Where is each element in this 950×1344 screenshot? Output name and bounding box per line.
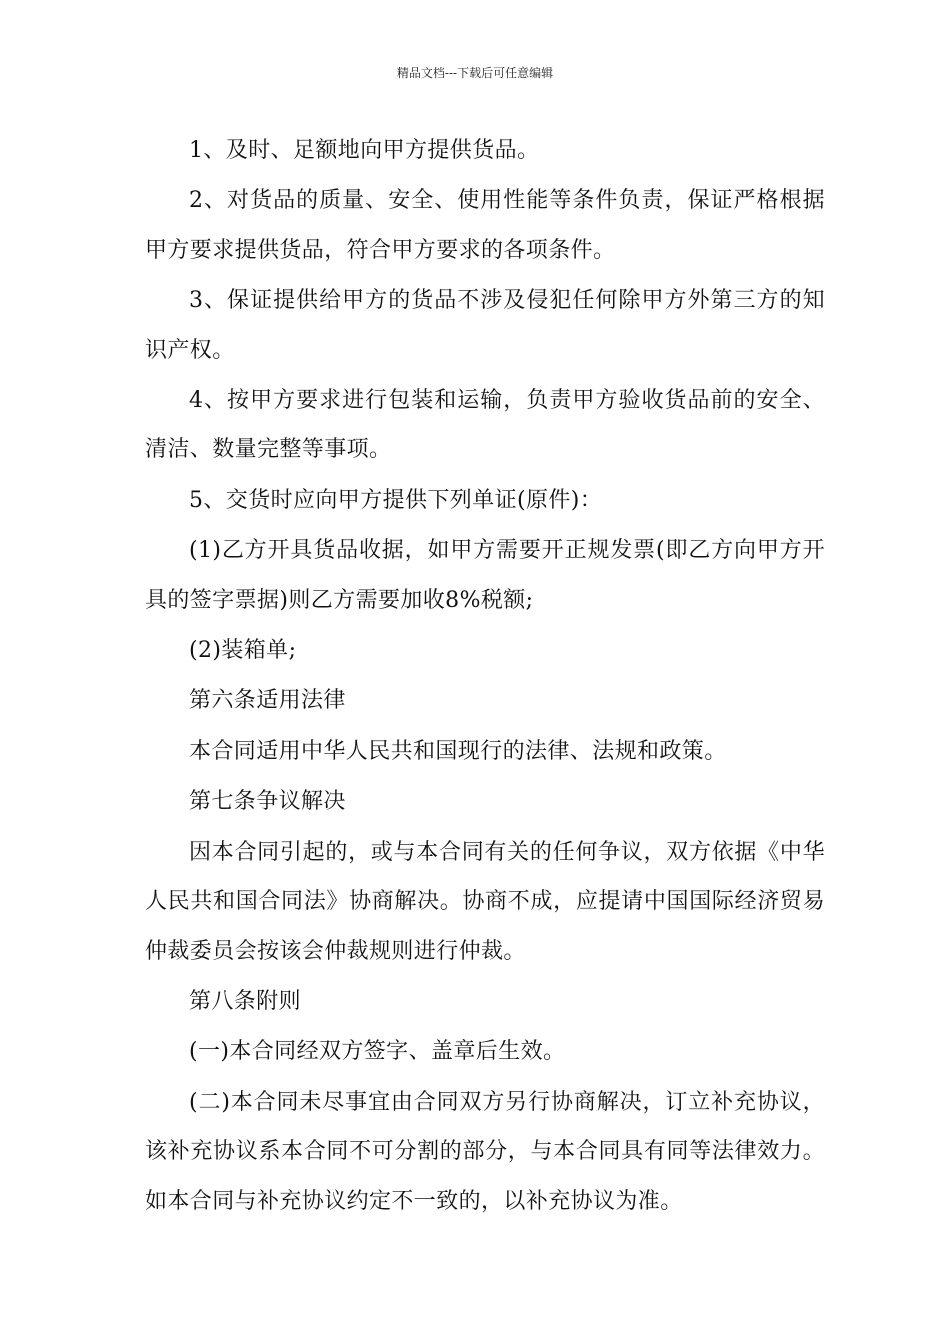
clause-item-4: 4、按甲方要求进行包装和运输，负责甲方验收货品前的安全、清洁、数量完整等事项。 (145, 388, 825, 463)
section-heading-8: 第八条附则 (189, 988, 302, 1014)
supplementary-item-2: (二)本合同未尽事宜由合同双方另行协商解决，订立补充协议，该补充协议系本合同不可分割的部分，与本合同具有同等法律效力。如本合同与补充协议约定不一致的，以补充协议为准。 (145, 1089, 825, 1214)
clause-item-1: 1、及时、足额地向甲方提供货品。 (189, 138, 540, 163)
clause-item-5: 5、交货时应向甲方提供下列单证(原件)： (189, 487, 603, 513)
section-heading-6: 第六条适用法律 (189, 688, 346, 714)
sub-item-2: (2)装箱单; (189, 638, 297, 664)
section-7-text: 因本合同引起的，或与本合同有关的任何争议，双方依据《中华人民共和国合同法》协商解决。协商不成，应提请中国国际经济贸易仲裁委员会按该会仲裁规则进行仲裁。 (145, 839, 825, 964)
sub-item-1: (1)乙方开具货品收据，如甲方需要开正规发票(即乙方向甲方开具的签字票据)则乙方需要加收8%税额; (145, 538, 825, 613)
supplementary-item-1: (一)本合同经双方签字、盖章后生效。 (189, 1039, 566, 1065)
section-heading-7: 第七条争议解决 (189, 789, 346, 815)
clause-item-3: 3、保证提供给甲方的货品不涉及侵犯任何除甲方外第三方的知识产权。 (145, 288, 825, 363)
page-header: 精品文档---下载后可任意编辑 (396, 66, 554, 80)
section-6-text: 本合同适用中华人民共和国现行的法律、法规和政策。 (189, 738, 727, 764)
document-body (145, 126, 825, 1227)
clause-item-2: 2、对货品的质量、安全、使用性能等条件负责，保证严格根据甲方要求提供货品，符合甲方要求的各项条件。 (145, 188, 825, 263)
